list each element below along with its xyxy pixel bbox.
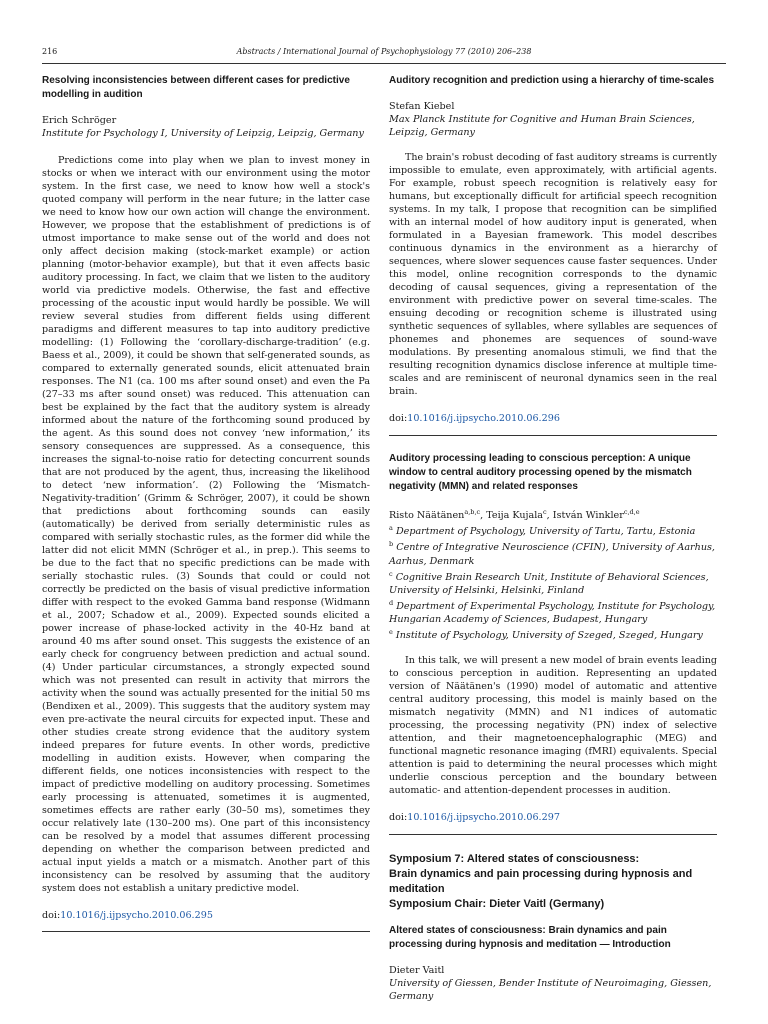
affiliation-sup: a [389,524,393,533]
doi-line [389,412,717,425]
author-sup: c,d,e [623,508,640,516]
header-rule [42,63,726,64]
author-name: Erich Schröger [42,115,117,126]
abstract-title: Auditory processing leading to conscious perception: A unique window to central auditory processing opened by the mismatch negativity (MMN) and related responses [389,453,692,492]
doi-prefix: doi: [389,812,408,824]
left-column [42,66,370,932]
symposium-subtitle: Brain dynamics and pain processing during hypnosis and meditation [389,868,693,896]
author-separator: , [480,510,487,522]
affiliation-item [389,568,717,597]
affiliation-text: Department of Experimental Psychology, Institute for Psychology, Hungarian Academy of Sciences, Budapest, Hungary [389,600,716,625]
doi-line [389,811,717,824]
abstract-body: Predictions come into play when we plan to invest money in stocks or when we interact with our environment using the motor system. In the first case, we need to know how well a stock's quoted company will perform in the near future; in the latter case we need to know how our own action will change the environment. However, we propose that the establishment of predictions is of utmost importance to make sense out of the world and does not only affect decision making (stock-market example) or action planning (motor-behavior example), but that it even affects basic auditory processing. In fact, we claim that we listen to the auditory world via predictive models. Otherwise, the fast and effective processing of the acoustic input would hardly be possible. We will review several studies from different fields using different paradigms and different measures to tap into auditory predictive modelling: (1) Following the ‘corollary-discharge-tradition’ (e.g. Baess et al., 2009), it could be shown that self-generated sounds, as compared to externally generated sounds, elicit attenuated brain responses. The N1 (ca. 100 ms after sound onset) and even the Pa (27–33 ms after sound onset) was reduced. This attenuation can best be explained by the fact that the auditory system is already informed about the nature of the forthcoming sound produced by the agent. As this sound does not convey ‘new information,’ its sensory consequences are suppressed. As a consequence, this increases the signal-to-noise ratio for detecting concurrent sounds that are not produced by the agent, thus, increasing the likelihood to detect ‘new information’. (2) Following the ‘Mismatch-Negativity-tradition’ (Grimm & Schröger, 2007), it could be shown that predictions about forthcoming sounds can easily (automatically) be derived from serially deterministic rules as compared with serially stochastic rules, as the former did while the latter did not elicit MMN (Schröger et al., in prep.). This seems to be due to the fact that no specific predictions can be made with serially stochastic rules. (3) Sounds that could or could not correctly be predicted on the basis of visual predictive information differ with respect to the evoked Gamma band response (Widmann et al., 2007; Schadow et al., 2009). Expected sounds elicited a power increase of phase-locked activity in the 40-Hz band at around 40 ms after sound onset. This suggests the existence of an early check for congruency between prediction and actual sound. (4) Under particular circumstances, a strongly expected sound which was not presented can result in activity that mirrors the activity when the sound was actually presented for the initial 50 ms (Bendixen et al., 2009). This suggests that the auditory system may even pre-activate the neural circuits for expected input. These and other studies create strong evidence that the auditory system indeed prepares for future events. In other words, predictive modelling in audition exists. However, when comparing the different fields, one notices inconsistencies with respect to the impact of predictive modelling on auditory processing. Sometimes early processing is attenuated, sometimes it is augmented, sometimes effects are rather early (30–50 ms), sometimes they occur relatively late (130–200 ms). One part of this inconsistency can be resolved by a model that assumes different processing depending on whether the comparison between predicted and actual input yields a match or a mismatch. Another part of this inconsistency can be resolved by assuming that the auditory system does not establish a unitary predictive model. [42,155,370,894]
affiliation-sup: b [389,540,394,549]
author-name: Stefan Kiebel [389,101,455,112]
abstract-body: The brain's robust decoding of fast auditory streams is currently impossible to emulate, even approximately, with artificial agents. For example, robust speech recognition is relatively easy for humans, but exceptionally difficult for artificial speech recognition systems. In my talk, I propose that recognition can be simplified with an internal model of how auditory input is generated, when formulated in a Bayesian framework. This model describes continuous dynamics in the environment as a hierarchy of sequences, where slower sequences cause faster sequences. Under this model, online recognition corresponds to the dynamic decoding of causal sequences, giving a representation of the environment with predictive power on several time-scales. The ensuing decoding or recognition scheme is illustrated using synthetic sequences of syllables, where syllables are sequences of phonemes and phonemes are sequences of sound-wave modulations. By presenting anomalous stimuli, we find that the resulting recognition dynamics disclose inference at multiple time-scales and are reminiscent of neuronal dynamics seen in the real brain. [389,152,717,397]
section-rule [42,931,370,932]
abstract-title: Auditory recognition and prediction using a hierarchy of time-scales [389,75,715,86]
author-separator: , [546,510,553,522]
author-affiliation: University of Giessen, Bender Institute of Neuroimaging, Giessen, Germany [389,978,712,1003]
author-entry [486,510,553,521]
section-rule [389,834,717,835]
doi-link[interactable]: 10.1016/j.ijpsycho.2010.06.295 [60,910,213,921]
author-entry [553,510,640,521]
abstract-body: In this talk, we will present a new model of brain events leading to conscious perception in audition. Representing an updated version of Näätänen's (1990) model of automatic and attentive central auditory processing, this model is mainly based on the mismatch negativity (MMN) and N1 indices of automatic processing, the processing negativity (PN) index of selective attention, and their magnetoencephalographic (MEG) and functional magnetic resonance imaging (fMRI) equivalents. Special attention is paid to determining the neural processes which might underlie conscious perception and the boundary between automatic- and attention-dependent processes in audition. [389,655,717,797]
affiliation-text: Centre of Integrative Neuroscience (CFIN), University of Aarhus, Aarhus, Denmark [389,542,715,567]
page-number: 216 [42,47,58,56]
affiliation-item [389,522,717,538]
running-header [42,47,726,61]
author-name: István Winkler [552,510,624,522]
author-sup: c [543,508,547,516]
doi-link[interactable]: 10.1016/j.ijpsycho.2010.06.296 [407,413,560,424]
doi-prefix: doi: [389,413,408,424]
author-affiliation: Max Planck Institute for Cognitive and Human Brain Sciences, Leipzig, Germany [389,114,695,138]
affiliation-item [389,626,717,642]
doi-line [42,909,370,922]
author-entry [389,510,486,521]
affiliation-text: Cognitive Brain Research Unit, Institute of Behavioral Sciences, University of Helsinki, Helsinki, Finland [389,571,709,596]
journal-citation: Abstracts / International Journal of Psychophysiology 77 (2010) 206–238 [236,47,532,56]
author-list [389,506,717,522]
affiliation-item [389,597,717,626]
affiliation-sup: e [389,627,393,636]
symposium-title: Symposium 7: Altered states of consciousness: [389,853,640,866]
section-rule [389,435,717,436]
affiliation-sup: c [389,569,393,578]
symposium-chair: Symposium Chair: Dieter Vaitl (Germany) [389,898,605,911]
doi-link[interactable]: 10.1016/j.ijpsycho.2010.06.297 [407,812,560,824]
doi-prefix: doi: [42,910,61,921]
right-column [389,66,717,1003]
author-name: Risto Näätänen [389,510,465,522]
affiliation-text: Department of Psychology, University of Tartu, Tartu, Estonia [395,526,696,538]
affiliation-text: Institute of Psychology, University of Szeged, Szeged, Hungary [395,630,703,642]
abstract-title: Altered states of consciousness: Brain dynamics and pain processing during hypnosis and meditation — Introduction [389,925,671,951]
author-affiliation: Institute for Psychology I, University of Leipzig, Leipzig, Germany [42,128,364,139]
abstract-title: Resolving inconsistencies between different cases for predictive modelling in audition [42,75,350,100]
affiliation-item [389,538,717,567]
affiliation-sup: d [389,598,394,607]
author-name: Teija Kujala [486,510,544,522]
author-sup: a,b,c [464,508,481,516]
author-name: Dieter Vaitl [389,965,445,977]
